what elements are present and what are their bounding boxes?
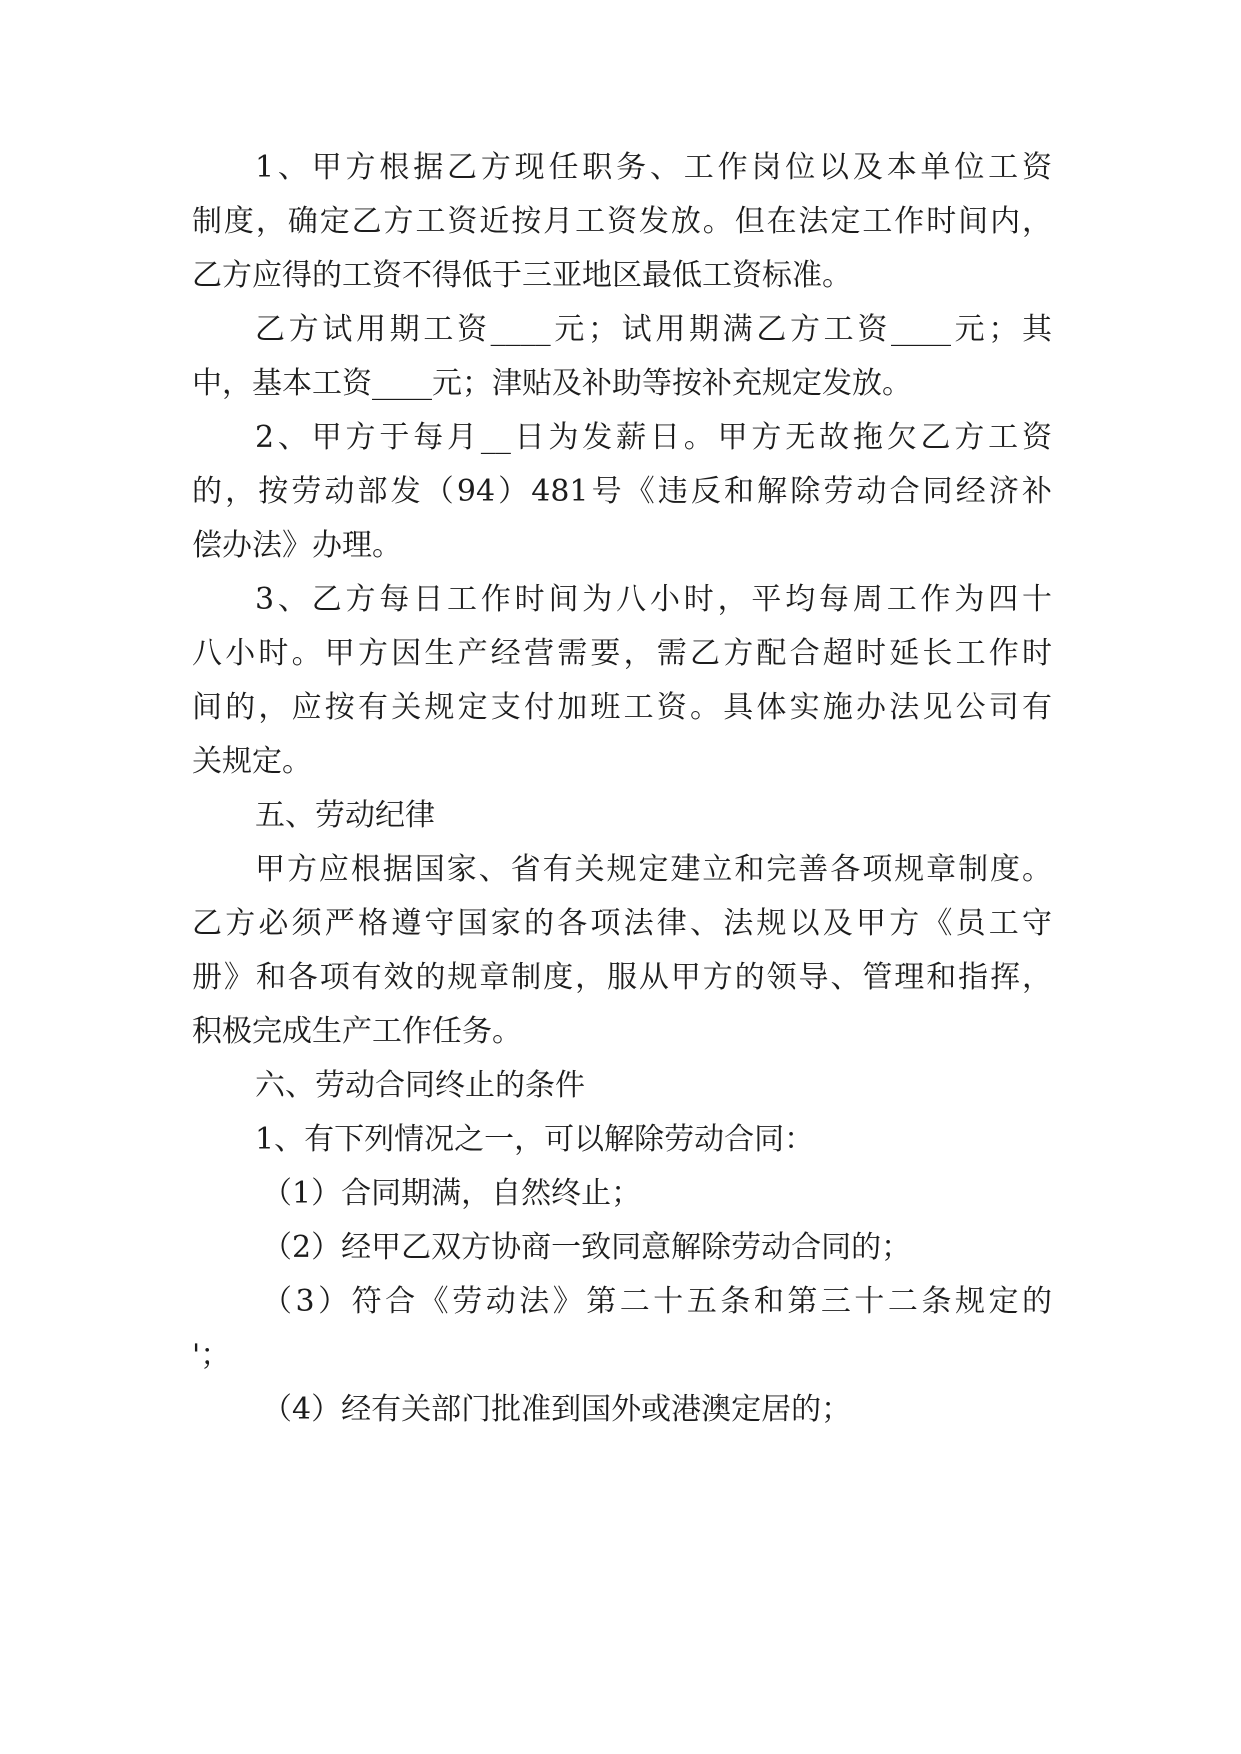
paragraph-3-line-2: 的，按劳动部发（94）481号《违反和解除劳动合同经济补 <box>192 474 1052 509</box>
list-item-4: （4）经有关部门批准到国外或港澳定居的； <box>262 1392 852 1427</box>
section-heading-labor-discipline: 五、劳动纪律 <box>255 798 435 833</box>
paragraph-3-line-3: 偿办法》办理。 <box>192 528 402 563</box>
paragraph-4-line-2: 八小时。甲方因生产经营需要，需乙方配合超时延长工作时 <box>192 636 1052 671</box>
list-item-3-line-2: '； <box>192 1338 231 1373</box>
list-item-3-line-1: （3）符合《劳动法》第二十五条和第三十二条规定的 <box>262 1284 1052 1319</box>
clause-1-heading: 1、有下列情况之一，可以解除劳动合同： <box>255 1122 815 1157</box>
list-item-1: （1）合同期满，自然终止； <box>262 1176 642 1211</box>
paragraph-4-line-4: 关规定。 <box>192 744 312 779</box>
paragraph-4-line-3: 间的，应按有关规定支付加班工资。具体实施办法见公司有 <box>192 690 1052 725</box>
paragraph-5-line-2: 乙方必须严格遵守国家的各项法律、法规以及甲方《员工守 <box>192 906 1052 941</box>
paragraph-3-line-1: 2、甲方于每月__日为发薪日。甲方无故拖欠乙方工资 <box>255 420 1052 455</box>
paragraph-4-line-1: 3、乙方每日工作时间为八小时，平均每周工作为四十 <box>255 582 1052 617</box>
section-heading-termination-conditions: 六、劳动合同终止的条件 <box>255 1068 585 1103</box>
paragraph-1-line-3: 乙方应得的工资不得低于三亚地区最低工资标准。 <box>192 258 852 293</box>
list-item-2: （2）经甲乙双方协商一致同意解除劳动合同的； <box>262 1230 912 1265</box>
paragraph-2-line-1: 乙方试用期工资____元；试用期满乙方工资____元；其 <box>255 312 1052 347</box>
paragraph-5-line-4: 积极完成生产工作任务。 <box>192 1014 522 1049</box>
paragraph-5-line-3: 册》和各项有效的规章制度，服从甲方的领导、管理和指挥， <box>192 960 1052 995</box>
paragraph-5-line-1: 甲方应根据国家、省有关规定建立和完善各项规章制度。 <box>255 852 1052 887</box>
paragraph-2-line-2: 中，基本工资____元；津贴及补助等按补充规定发放。 <box>192 366 912 401</box>
paragraph-1-line-2: 制度，确定乙方工资近按月工资发放。但在法定工作时间内， <box>192 204 1052 239</box>
paragraph-1-line-1: 1、甲方根据乙方现任职务、工作岗位以及本单位工资 <box>255 150 1052 185</box>
